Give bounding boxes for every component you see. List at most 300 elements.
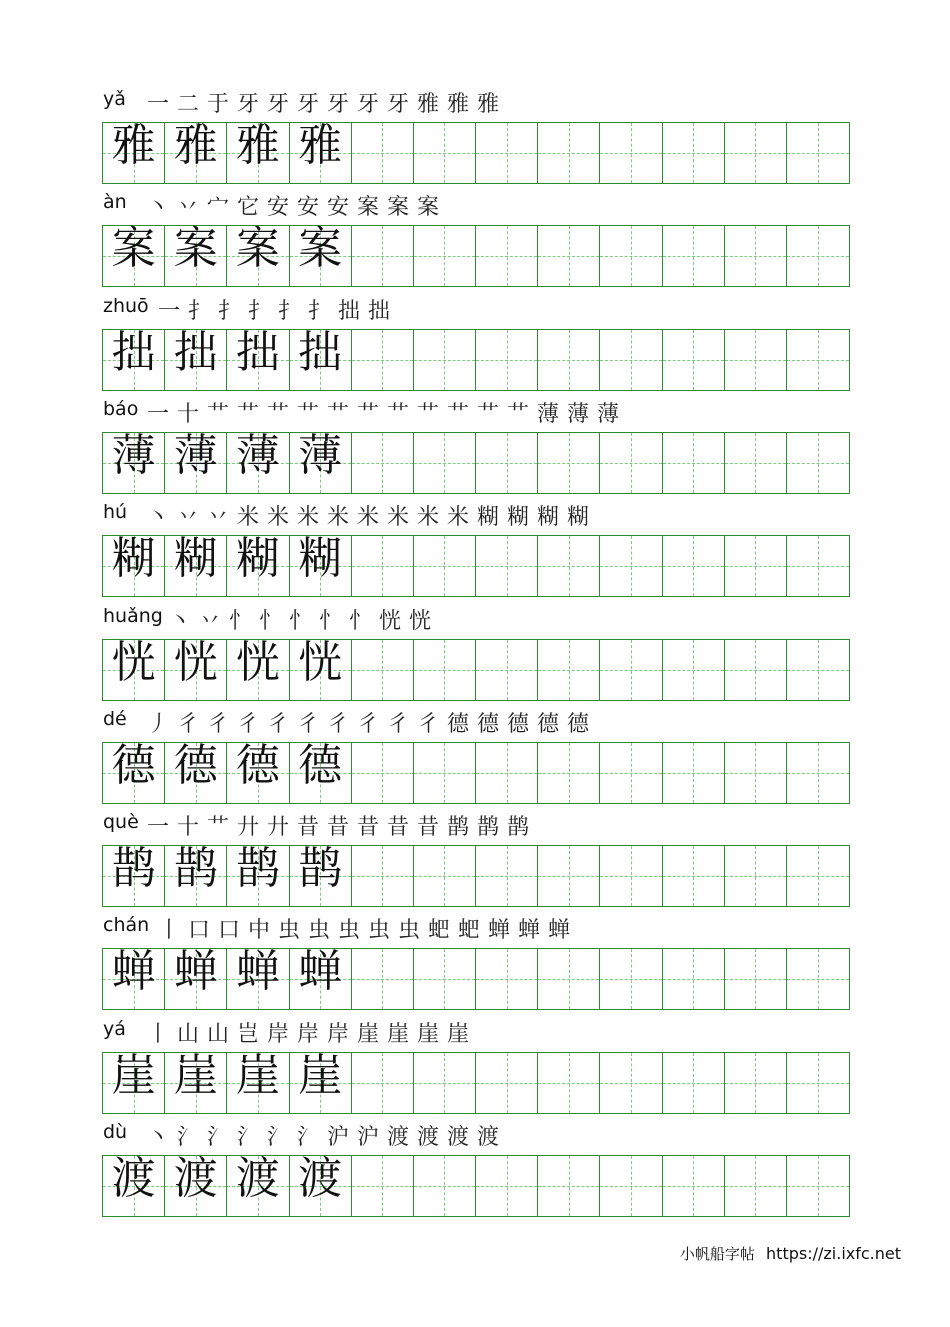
practice-character: 薄: [298, 429, 343, 481]
stroke-step: 鹊: [476, 815, 499, 841]
grid-cell[interactable]: [165, 326, 227, 390]
grid-cell[interactable]: [414, 226, 476, 286]
character-row: [102, 916, 850, 1012]
character-row: [102, 604, 850, 703]
stroke-step: 崖: [386, 1021, 409, 1047]
grid-cell[interactable]: [352, 1053, 414, 1113]
stroke-step: 米: [326, 505, 349, 531]
stroke-step: 昔: [356, 815, 379, 841]
grid-cell[interactable]: [414, 846, 476, 906]
stroke-step: 薄: [596, 401, 619, 427]
grid-cell[interactable]: [103, 1049, 165, 1113]
stroke-step: 扌: [187, 298, 210, 324]
grid-cell[interactable]: [290, 223, 352, 286]
grid-cell[interactable]: [290, 533, 352, 596]
grid-cell[interactable]: [290, 1153, 352, 1216]
grid-cell[interactable]: [103, 120, 165, 183]
tianzige-grid: [102, 535, 850, 597]
grid-cell[interactable]: [600, 846, 662, 906]
grid-cell[interactable]: [103, 843, 165, 906]
stroke-step: 扌: [307, 298, 330, 324]
stroke-step: 德: [476, 711, 499, 737]
grid-cell[interactable]: [538, 846, 600, 906]
grid-cell[interactable]: [290, 1049, 352, 1113]
grid-cell[interactable]: [227, 326, 289, 390]
stroke-step: 虫: [337, 918, 360, 944]
stroke-step: 氵: [266, 1125, 289, 1150]
stroke-step: 米: [356, 505, 379, 531]
grid-cell[interactable]: [725, 743, 787, 803]
grid-cell[interactable]: [227, 1049, 289, 1113]
stroke-step: 渡: [476, 1125, 499, 1150]
tianzige-grid: [102, 739, 850, 804]
stroke-step: 彳: [296, 711, 319, 737]
grid-cell[interactable]: [600, 536, 662, 596]
stroke-step: 德: [446, 711, 469, 737]
stroke-step: 艹: [296, 401, 319, 427]
practice-character: 崖: [173, 1049, 218, 1101]
pinyin-label: báo: [103, 397, 139, 420]
grid-cell[interactable]: [103, 533, 165, 596]
grid-cell[interactable]: [787, 226, 849, 286]
grid-cell[interactable]: [538, 226, 600, 286]
practice-character: 案: [235, 223, 280, 275]
grid-cell[interactable]: [538, 123, 600, 183]
grid-cell[interactable]: [476, 846, 538, 906]
grid-cell[interactable]: [414, 330, 476, 390]
grid-cell[interactable]: [663, 1053, 725, 1113]
footer: [680, 1243, 901, 1264]
grid-cell[interactable]: [352, 330, 414, 390]
stroke-step: 忄: [228, 608, 251, 634]
practice-character: 案: [111, 223, 156, 275]
practice-character: 渡: [235, 1153, 280, 1204]
grid-cell[interactable]: [414, 1053, 476, 1113]
grid-cell[interactable]: [663, 743, 725, 803]
stroke-step: 米: [416, 505, 439, 531]
stroke-step: 米: [386, 505, 409, 531]
stroke-step: 昔: [416, 815, 439, 841]
stroke-step: 彳: [266, 711, 289, 737]
grid-cell[interactable]: [414, 1156, 476, 1216]
stroke-step: 雅: [446, 92, 469, 117]
grid-cell[interactable]: [165, 739, 227, 803]
grid-cell[interactable]: [290, 843, 352, 906]
practice-character: 鹊: [298, 843, 343, 895]
pinyin-label: chán: [103, 914, 150, 937]
stroke-step: 雅: [416, 92, 439, 117]
grid-cell[interactable]: [538, 536, 600, 596]
tianzige-grid: [102, 948, 850, 1010]
grid-cell[interactable]: [787, 123, 849, 183]
stroke-step: 崖: [356, 1021, 379, 1047]
grid-cell[interactable]: [725, 536, 787, 596]
stroke-step: 恍: [408, 608, 431, 634]
stroke-step: 艹: [446, 401, 469, 427]
practice-character: 拙: [111, 326, 156, 378]
stroke-step: 艹: [416, 401, 439, 427]
grid-cell[interactable]: [352, 640, 414, 700]
tianzige-grid: [102, 1049, 850, 1114]
stroke-step: 口: [187, 918, 210, 944]
grid-cell[interactable]: [600, 1053, 662, 1113]
practice-character: 薄: [111, 429, 156, 481]
grid-cell[interactable]: [600, 640, 662, 700]
grid-cell[interactable]: [600, 949, 662, 1009]
stroke-step: 艹: [356, 401, 379, 427]
stroke-step: 案: [416, 195, 439, 221]
grid-cell[interactable]: [725, 640, 787, 700]
stroke-step: 彳: [386, 711, 409, 737]
practice-character: 德: [298, 739, 343, 791]
grid-cell[interactable]: [476, 1156, 538, 1216]
practice-character: 德: [111, 739, 156, 791]
stroke-step: 扌: [247, 298, 270, 324]
practice-character: 德: [173, 739, 218, 791]
grid-cell[interactable]: [227, 223, 289, 286]
grid-cell[interactable]: [787, 330, 849, 390]
grid-cell[interactable]: [600, 123, 662, 183]
stroke-step: 岸: [326, 1021, 349, 1047]
character-row: [102, 90, 850, 186]
practice-character: 案: [298, 223, 343, 275]
grid-cell[interactable]: [600, 1156, 662, 1216]
grid-cell[interactable]: [352, 226, 414, 286]
grid-cell[interactable]: [787, 949, 849, 1009]
footer-brand: 小帆船字帖: [679, 1245, 755, 1263]
grid-cell[interactable]: [165, 636, 227, 700]
grid-cell[interactable]: [352, 1156, 414, 1216]
stroke-step: 安: [296, 195, 319, 221]
grid-cell[interactable]: [538, 330, 600, 390]
grid-cell[interactable]: [787, 433, 849, 493]
grid-cell[interactable]: [103, 946, 165, 1009]
stroke-step: 德: [566, 711, 589, 737]
stroke-step: 鹊: [506, 815, 529, 841]
grid-cell[interactable]: [165, 946, 227, 1009]
grid-cell[interactable]: [725, 123, 787, 183]
grid-cell[interactable]: [414, 433, 476, 493]
grid-cell[interactable]: [165, 429, 227, 493]
grid-cell[interactable]: [538, 1053, 600, 1113]
practice-character: 糊: [111, 533, 156, 585]
grid-cell[interactable]: [165, 1153, 227, 1216]
grid-cell[interactable]: [476, 433, 538, 493]
grid-cell[interactable]: [476, 949, 538, 1009]
grid-cell[interactable]: [352, 743, 414, 803]
grid-cell[interactable]: [227, 120, 289, 183]
pinyin-label: yá: [103, 1017, 126, 1040]
stroke-step: 蝉: [547, 918, 570, 944]
stroke-step: 丷: [176, 195, 199, 221]
grid-cell[interactable]: [227, 533, 289, 596]
grid-cell[interactable]: [103, 429, 165, 493]
grid-cell[interactable]: [538, 433, 600, 493]
stroke-step: 丷: [206, 505, 229, 531]
grid-cell[interactable]: [352, 433, 414, 493]
stroke-step: 艹: [386, 401, 409, 427]
stroke-step: 牙: [296, 92, 319, 117]
grid-cell[interactable]: [476, 1053, 538, 1113]
stroke-step: 蚆: [427, 918, 450, 944]
grid-cell[interactable]: [600, 743, 662, 803]
stroke-step: 氵: [206, 1125, 229, 1150]
stroke-step: 氵: [236, 1125, 259, 1150]
stroke-step: 糊: [506, 505, 529, 531]
grid-cell[interactable]: [414, 640, 476, 700]
pinyin-label: què: [103, 811, 139, 834]
grid-cell[interactable]: [787, 640, 849, 700]
stroke-step: 一: [146, 92, 169, 117]
grid-cell[interactable]: [476, 640, 538, 700]
stroke-step: 蝉: [487, 918, 510, 944]
stroke-step: 案: [356, 195, 379, 221]
grid-cell[interactable]: [787, 743, 849, 803]
grid-cell[interactable]: [290, 636, 352, 700]
stroke-step: 它: [236, 195, 259, 221]
grid-cell[interactable]: [476, 536, 538, 596]
stroke-step: 安: [326, 195, 349, 221]
pinyin-label: dù: [103, 1121, 128, 1143]
grid-cell[interactable]: [538, 1156, 600, 1216]
grid-cell[interactable]: [103, 326, 165, 390]
stroke-step: 山: [206, 1021, 229, 1047]
tianzige-grid: [102, 636, 850, 701]
practice-character: 恍: [173, 636, 218, 688]
grid-cell[interactable]: [538, 949, 600, 1009]
stroke-step: 昔: [386, 815, 409, 841]
grid-cell[interactable]: [290, 739, 352, 803]
stroke-step: 恍: [378, 608, 401, 634]
stroke-step: 彳: [176, 711, 199, 737]
grid-cell[interactable]: [290, 326, 352, 390]
stroke-step: 丶: [146, 505, 169, 531]
stroke-step: 彳: [326, 711, 349, 737]
grid-cell[interactable]: [663, 330, 725, 390]
stroke-step: 岂: [236, 1021, 259, 1047]
stroke-step: 艹: [236, 401, 259, 427]
stroke-step: 昔: [296, 815, 319, 841]
grid-cell[interactable]: [165, 120, 227, 183]
stroke-step: 廾: [236, 815, 259, 841]
pinyin-label: yǎ: [103, 88, 126, 110]
practice-character: 鹊: [111, 843, 156, 895]
stroke-step: 丶: [168, 608, 191, 634]
practice-character: 崖: [235, 1049, 280, 1101]
stroke-step: 忄: [288, 608, 311, 634]
practice-character: 糊: [173, 533, 218, 585]
grid-cell[interactable]: [663, 640, 725, 700]
stroke-step: 渡: [386, 1125, 409, 1150]
grid-cell[interactable]: [725, 1156, 787, 1216]
practice-character: 渡: [173, 1153, 218, 1204]
grid-cell[interactable]: [103, 739, 165, 803]
grid-cell[interactable]: [787, 1053, 849, 1113]
stroke-step: 米: [296, 505, 319, 531]
stroke-step: 十: [176, 815, 199, 841]
stroke-step: 忄: [348, 608, 371, 634]
practice-character: 恍: [111, 636, 156, 688]
grid-cell[interactable]: [600, 226, 662, 286]
grid-cell[interactable]: [663, 433, 725, 493]
stroke-step: 虫: [397, 918, 420, 944]
grid-cell[interactable]: [725, 846, 787, 906]
stroke-step: 拙: [337, 298, 360, 324]
pinyin-label: àn: [103, 191, 127, 214]
practice-character: 薄: [173, 429, 218, 481]
grid-cell[interactable]: [103, 1153, 165, 1216]
stroke-step: 艹: [326, 401, 349, 427]
stroke-step: 于: [206, 92, 229, 117]
tianzige-grid: [102, 1155, 850, 1217]
stroke-step: 扌: [217, 298, 240, 324]
grid-cell[interactable]: [103, 636, 165, 700]
grid-cell[interactable]: [663, 1156, 725, 1216]
grid-cell[interactable]: [414, 536, 476, 596]
grid-cell[interactable]: [787, 846, 849, 906]
grid-cell[interactable]: [600, 330, 662, 390]
grid-cell[interactable]: [476, 330, 538, 390]
practice-character: 案: [173, 223, 218, 275]
stroke-step: 丿: [146, 711, 169, 737]
grid-cell[interactable]: [227, 739, 289, 803]
stroke-step: 二: [176, 92, 199, 117]
grid-cell[interactable]: [165, 533, 227, 596]
grid-cell[interactable]: [663, 226, 725, 286]
practice-character: 蝉: [173, 946, 218, 998]
stroke-step: 虫: [307, 918, 330, 944]
grid-cell[interactable]: [165, 1049, 227, 1113]
practice-character: 蝉: [235, 946, 280, 998]
grid-cell[interactable]: [787, 1156, 849, 1216]
practice-character: 拙: [235, 326, 280, 378]
footer-url[interactable]: https://zi.ixfc.net: [766, 1244, 901, 1263]
grid-cell[interactable]: [476, 123, 538, 183]
grid-cell[interactable]: [663, 123, 725, 183]
character-row: [102, 397, 850, 496]
grid-cell[interactable]: [725, 1053, 787, 1113]
stroke-step: 丶: [146, 1125, 169, 1150]
stroke-step: 牙: [356, 92, 379, 117]
stroke-step: 廾: [266, 815, 289, 841]
character-row: [102, 813, 850, 909]
grid-cell[interactable]: [352, 123, 414, 183]
stroke-step: 拙: [367, 298, 390, 324]
grid-cell[interactable]: [725, 226, 787, 286]
grid-cell[interactable]: [227, 946, 289, 1009]
stroke-step: 艹: [206, 815, 229, 841]
grid-cell[interactable]: [725, 433, 787, 493]
grid-cell[interactable]: [663, 949, 725, 1009]
stroke-step: 糊: [476, 505, 499, 531]
grid-cell[interactable]: [103, 223, 165, 286]
grid-cell[interactable]: [414, 123, 476, 183]
stroke-step: 雅: [476, 92, 499, 117]
grid-cell[interactable]: [290, 429, 352, 493]
grid-cell[interactable]: [663, 536, 725, 596]
pinyin-label: zhuō: [103, 294, 149, 317]
stroke-step: 扌: [277, 298, 300, 324]
stroke-step: 崖: [446, 1021, 469, 1047]
stroke-step: 蝉: [517, 918, 540, 944]
stroke-step: 虫: [367, 918, 390, 944]
character-row: [102, 503, 850, 599]
stroke-step: 薄: [566, 401, 589, 427]
stroke-step: 沪: [326, 1125, 349, 1150]
grid-cell[interactable]: [538, 743, 600, 803]
stroke-step: 丨: [146, 1021, 169, 1047]
grid-cell[interactable]: [227, 843, 289, 906]
stroke-step: 德: [506, 711, 529, 737]
grid-cell[interactable]: [352, 846, 414, 906]
grid-cell[interactable]: [165, 223, 227, 286]
stroke-step: 沪: [356, 1125, 379, 1150]
tianzige-grid: [102, 225, 850, 287]
grid-cell[interactable]: [227, 1153, 289, 1216]
grid-cell[interactable]: [414, 743, 476, 803]
stroke-step: 艹: [506, 401, 529, 427]
stroke-step: 彳: [416, 711, 439, 737]
stroke-step: 渡: [416, 1125, 439, 1150]
stroke-step: 德: [536, 711, 559, 737]
stroke-step: 米: [236, 505, 259, 531]
character-row: [102, 1123, 850, 1219]
stroke-step: 艹: [476, 401, 499, 427]
stroke-step: 虫: [277, 918, 300, 944]
grid-cell[interactable]: [352, 949, 414, 1009]
stroke-step: 丶: [146, 195, 169, 221]
grid-cell[interactable]: [725, 949, 787, 1009]
tianzige-grid: [102, 122, 850, 184]
grid-cell[interactable]: [165, 843, 227, 906]
stroke-step: 彳: [356, 711, 379, 737]
stroke-step: 糊: [566, 505, 589, 531]
stroke-step: 一: [157, 298, 180, 324]
practice-character: 糊: [235, 533, 280, 585]
grid-cell[interactable]: [476, 226, 538, 286]
grid-cell[interactable]: [600, 433, 662, 493]
grid-cell[interactable]: [787, 536, 849, 596]
character-row: [102, 707, 850, 806]
stroke-step: 丷: [198, 608, 221, 634]
grid-cell[interactable]: [227, 636, 289, 700]
grid-cell[interactable]: [227, 429, 289, 493]
practice-character: 鹊: [235, 843, 280, 895]
grid-cell[interactable]: [476, 743, 538, 803]
stroke-step: 牙: [386, 92, 409, 117]
grid-cell[interactable]: [290, 946, 352, 1009]
grid-cell[interactable]: [663, 846, 725, 906]
character-row: [102, 294, 850, 393]
practice-character: 雅: [173, 120, 218, 171]
grid-cell[interactable]: [352, 536, 414, 596]
grid-cell[interactable]: [538, 640, 600, 700]
pinyin-label: dé: [103, 707, 127, 730]
stroke-step: 丨: [157, 918, 180, 944]
stroke-step: 安: [266, 195, 289, 221]
practice-character: 薄: [235, 429, 280, 481]
practice-character: 崖: [111, 1049, 156, 1101]
stroke-step: 昔: [326, 815, 349, 841]
pinyin-label: hú: [103, 501, 128, 524]
stroke-step: 薄: [536, 401, 559, 427]
tianzige-grid: [102, 326, 850, 391]
grid-cell[interactable]: [290, 120, 352, 183]
stroke-step: 艹: [266, 401, 289, 427]
practice-character: 恍: [298, 636, 343, 688]
grid-cell[interactable]: [414, 949, 476, 1009]
grid-cell[interactable]: [725, 330, 787, 390]
